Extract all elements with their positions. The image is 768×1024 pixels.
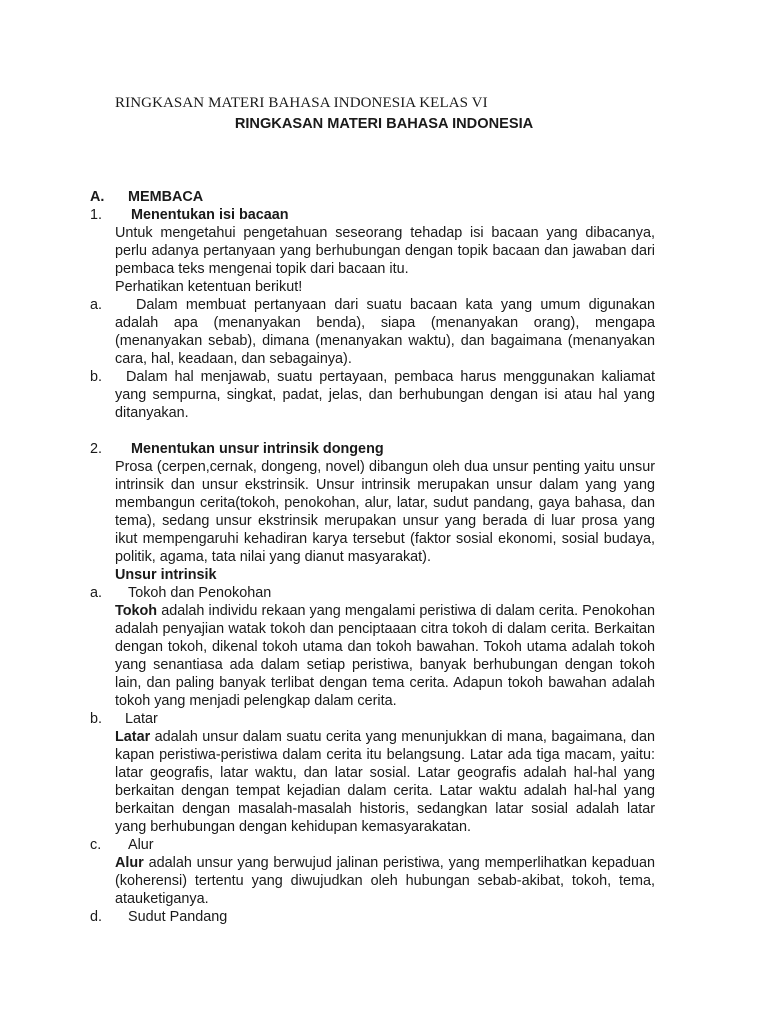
paragraph bbox=[115, 728, 655, 836]
paragraph: Prosa (cerpen,cernak, dongeng, novel) dibangun oleh dua unsur penting yaitu unsur intrinsik dan unsur ekstrinsik. Unsur intrinsik merupakan unsur dalam yang yang membangun cerita(tokoh, penokohan, alur, latar, sudut pandang, gaya bahasa, dan tema), sedang unsur ekstrinsik merupakan unsur yang berada di luar prosa yang ikut mempengaruhi kehadiran karya tersebut (faktor sosial ekonomi, sosial budaya, politik, agama, tata nilai yang dianut masyarakat). bbox=[115, 459, 655, 565]
list-label-text: Sudut Pandang bbox=[128, 909, 228, 925]
item-marker: 1. bbox=[90, 207, 103, 223]
section-title: MEMBACA bbox=[128, 189, 204, 205]
list-label-text: Latar bbox=[125, 711, 158, 727]
list-item-text: Dalam hal menjawab, suatu pertayaan, pembaca harus menggunakan kaliamat yang sempurna, singkat, padat, jelas, dan berhubungan dengan isi atau hal yang ditanyakan. bbox=[115, 369, 655, 421]
term-bold: Latar bbox=[115, 729, 151, 745]
list-marker: d. bbox=[90, 909, 103, 925]
item-heading bbox=[90, 206, 655, 224]
term-definition: adalah unsur yang berwujud jalinan peristiwa, yang memperlihatkan kepaduan (koherensi) tertentu yang diwujudkan oleh hubungan sebab-akibat, tokoh, tema, atauketiganya. bbox=[115, 855, 656, 907]
term-definition: adalah unsur dalam suatu cerita yang menunjukkan di mana, bagaimana, dan kapan peristiwa-peristiwa dalam cerita itu belangsung. Latar ada tiga macam, yaitu: latar geografis, latar waktu, dan latar sosial. Latar geografis adalah hal-hal yang berkaitan dengan tempat kejadian dalam cerita. Latar waktu adalah hal-hal yang berkaitan dengan masalah-masalah historis, sedangkan latar sosial adalah latar yang berhubungan dengan kehidupan kemasyarakatan. bbox=[115, 729, 656, 835]
list-marker: b. bbox=[90, 369, 103, 385]
spacer bbox=[0, 422, 768, 440]
page-title: RINGKASAN MATERI BAHASA INDONESIA bbox=[234, 116, 534, 132]
section-heading bbox=[90, 188, 655, 206]
list-label bbox=[90, 710, 655, 728]
term-bold: Alur bbox=[115, 855, 144, 871]
term-bold: Tokoh bbox=[115, 603, 158, 619]
note-line: Perhatikan ketentuan berikut! bbox=[115, 279, 303, 295]
list-item bbox=[90, 296, 655, 368]
item-title: Menentukan isi bacaan bbox=[131, 207, 289, 223]
term-definition: adalah individu rekaan yang mengalami peristiwa di dalam cerita. Penokohan adalah penyajian watak tokoh dan penciptaaan citra tokoh di dalam cerita. Berkaitan dengan tokoh, dikenal tokoh utama dan tokoh bawahan. Tokoh utama adalah tokoh yang senantiasa ada dalam setiap peristiwa, banyak berhubungan dengan tokoh lain, dan paling banyak terlibat dengan tema cerita. Adapun tokoh bawahan adalah tokoh yang menjadi pelengkap dalam cerita. bbox=[115, 603, 655, 709]
list-label-text: Tokoh dan Penokohan bbox=[128, 585, 272, 601]
item-marker: 2. bbox=[90, 441, 103, 457]
document-body bbox=[0, 188, 768, 926]
subheading: Unsur intrinsik bbox=[115, 567, 217, 583]
paragraph bbox=[115, 602, 655, 710]
list-item bbox=[90, 368, 655, 422]
list-item-text: Dalam membuat pertanyaan dari suatu bacaan kata yang umum digunakan adalah apa (menanyakan benda), siapa (menanyakan orang), mengapa (menanyakan sebab), dimana (menanyakan waktu), dan bagaimana (menanyakan cara, hal, keadaan, dan sebagainya). bbox=[115, 297, 655, 367]
item-title: Menentukan unsur intrinsik dongeng bbox=[131, 441, 384, 457]
list-label bbox=[90, 908, 655, 926]
paragraph bbox=[115, 854, 655, 908]
section-marker: A. bbox=[90, 189, 105, 205]
list-marker: c. bbox=[90, 837, 102, 853]
paragraph: Untuk mengetahui pengetahuan seseorang tehadap isi bacaan yang dibacanya, perlu adanya pertanyaan yang berhubungan dengan topik bacaan dan jawaban dari pembaca teks mengenai topik dari bacaan itu. bbox=[115, 225, 655, 277]
list-label-text: Alur bbox=[128, 837, 154, 853]
item-heading bbox=[90, 440, 655, 458]
running-title: RINGKASAN MATERI BAHASA INDONESIA KELAS VI bbox=[115, 95, 488, 111]
list-marker: b. bbox=[90, 711, 103, 727]
list-marker: a. bbox=[90, 297, 103, 313]
list-marker: a. bbox=[90, 585, 103, 601]
list-label bbox=[90, 836, 655, 854]
list-label bbox=[90, 584, 655, 602]
